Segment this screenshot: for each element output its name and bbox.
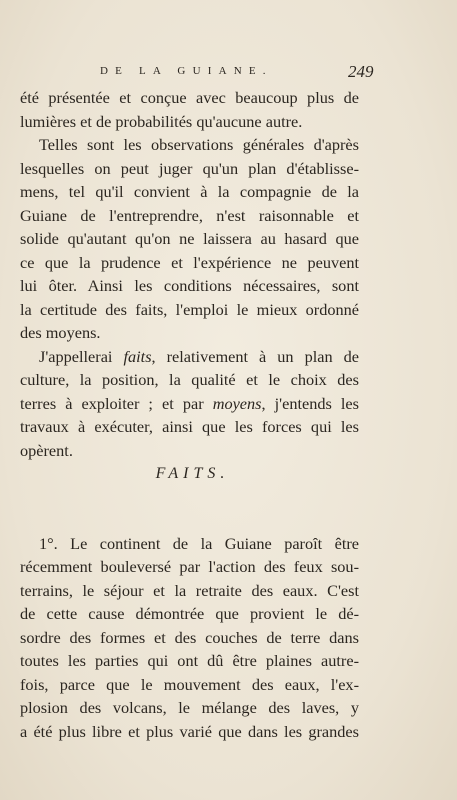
text-line: 1°. Le continent de la Guiane paroît être: [39, 533, 359, 553]
text-line: récemment bouleversé par l'action des feux sou-: [20, 557, 359, 576]
text-fragment: , relativement à un plan de: [151, 346, 359, 366]
text-line: terrains, le séjour et la retraite des eaux. C'est: [20, 580, 359, 600]
text-line: solide qu'autant qu'on ne laissera au hasard que: [20, 229, 359, 248]
text-line: opèrent.: [20, 440, 73, 460]
text-line: lesquelles on peut juger qu'un plan d'établisse-: [20, 158, 359, 178]
text-line: Telles sont les observations générales d'après: [39, 135, 359, 154]
text-line: sordre des formes et des couches de terre dans: [20, 627, 359, 647]
text-line: Guiane de l'entreprendre, n'est raisonnable et: [20, 205, 359, 225]
text-line: la certitude des faits, l'emploi le mieux ordonné: [20, 299, 359, 319]
body-text: [20, 86, 359, 743]
text-line: lui ôter. Ainsi les conditions nécessaires, sont: [20, 276, 359, 295]
text-line: de cette cause démontrée que provient le dé-: [20, 604, 359, 623]
text-line: ce que la prudence et l'expérience ne peuvent: [20, 252, 359, 272]
paragraph-4: [20, 532, 359, 744]
italic-term-faits: faits: [123, 346, 152, 366]
text-line: mens, tel qu'il convient à la compagnie de la: [20, 182, 359, 201]
text-line: fois, parce que le mouvement des eaux, l'ex-: [20, 674, 359, 694]
page-number: 249: [348, 62, 374, 81]
text-line: plosion des volcans, le mélange des laves, y: [20, 698, 359, 717]
text-line: [20, 345, 359, 369]
text-fragment: terres à exploiter ; et par: [20, 393, 213, 413]
text-fragment: , j'entends les: [261, 393, 359, 413]
text-line: été présentée et conçue avec beaucoup plus de: [20, 88, 359, 107]
text-line: culture, la position, la qualité et le choix des: [20, 370, 359, 389]
text-line: a été plus libre et plus varié que dans les grandes: [20, 721, 359, 741]
text-line: des moyens.: [20, 323, 101, 342]
section-title: FAITS.: [155, 465, 230, 482]
text-fragment: J'appellerai: [39, 346, 124, 366]
text-line: [20, 392, 359, 416]
paragraph-2: [20, 133, 359, 345]
text-line: toutes les parties qui ont dû être plaines autre-: [20, 651, 359, 670]
text-line: travaux à exécuter, ainsi que les forces qui les: [20, 417, 359, 436]
italic-term-moyens: moyens: [212, 393, 262, 413]
section-spacer: [20, 486, 359, 532]
page-header: [0, 62, 457, 86]
text-line: lumières et de probabilités qu'aucune autre.: [20, 111, 303, 131]
paragraph-1: [20, 86, 359, 133]
running-title: DE LA GUIANE.: [100, 65, 273, 77]
paragraph-3: [20, 345, 359, 463]
